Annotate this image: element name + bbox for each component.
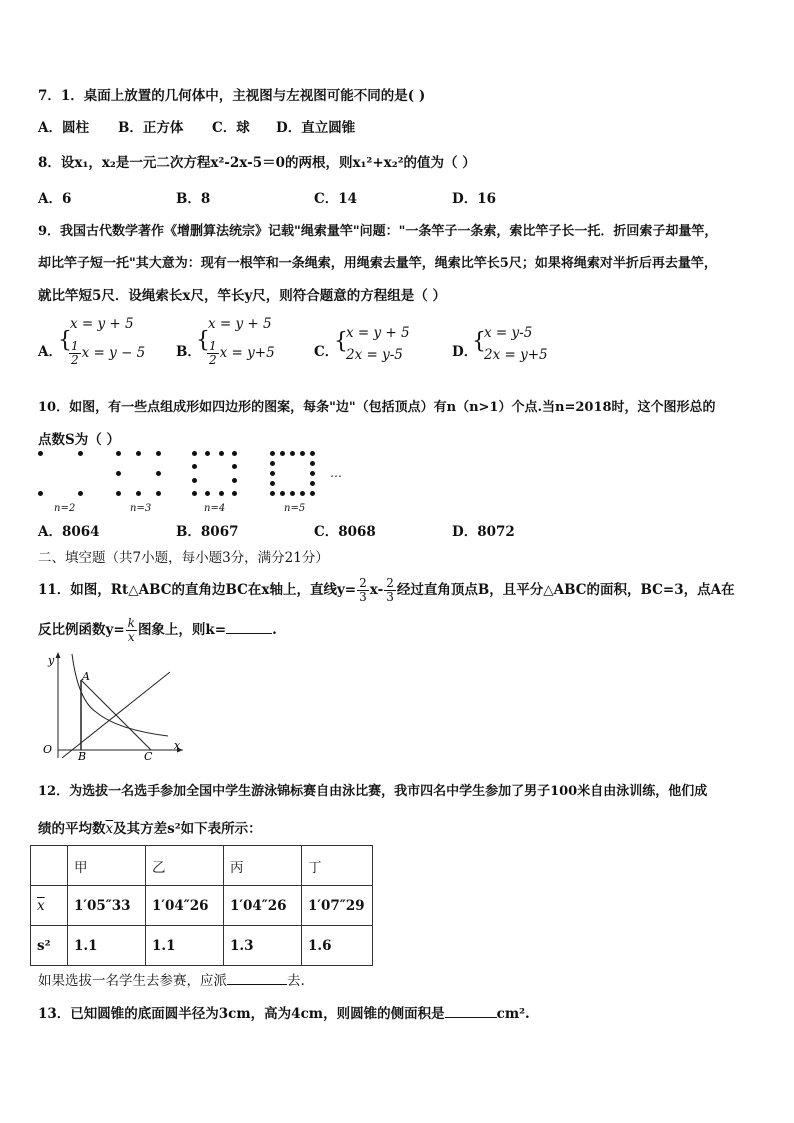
q11-line2-part-b: 图象上，则k= (137, 622, 227, 638)
table-header-cell: 乙 (146, 846, 224, 886)
q7-option-c: C．球 (212, 120, 250, 136)
q12-answer-blank[interactable] (227, 972, 287, 985)
q8-option-a: A．6 (38, 191, 72, 207)
q11-point-b-label: B (78, 750, 87, 762)
q10-label-n5: n=5 (284, 503, 306, 514)
pattern-dot (116, 491, 121, 496)
q11-origin-label: O (43, 743, 53, 756)
q9-stem-line2: 却比竿子短一托"其大意为：现有一根竿和一条绳索，用绳索去量竿，绳索比竿长5尺；如果将绳索对半折后再去量竿， (38, 256, 717, 271)
q11-side-ac (81, 680, 151, 750)
pattern-dot (232, 464, 237, 469)
q11-y-arrow (56, 652, 61, 658)
q11-line2-part-a: 反比例函数y= (38, 622, 125, 638)
q12-line2-part-b: 及其方差s²如下表所示： (113, 821, 262, 837)
q9-option-b-frac-den: 2 (209, 353, 217, 367)
q9-option-a-frac-num: 1 (71, 339, 79, 353)
pattern-dot (38, 451, 43, 456)
table-cell: 1′04″26 (146, 886, 224, 926)
pattern-dot (136, 451, 141, 456)
pattern-dot (219, 451, 224, 456)
q11-line1-part-c: 经过直角顶点B，且平分△ABC的面积，BC=3，点A在 (396, 582, 735, 598)
pattern-dot (310, 461, 315, 466)
pattern-dot (192, 478, 197, 483)
table-cell: 1′04″26 (224, 886, 302, 926)
pattern-dot (156, 491, 161, 496)
section-2-heading: 二、填空题（共7小题，每小题3分，满分21分） (38, 550, 329, 566)
pattern-dot (270, 481, 275, 486)
q10-stem-line2: 点数S为（ ） (38, 432, 120, 448)
pattern-dot (78, 451, 83, 456)
table-cell: 1.3 (224, 926, 302, 966)
q12-after-table (38, 969, 305, 989)
q9-option-b-label: B． (176, 344, 201, 360)
table-row (31, 926, 373, 966)
pattern-dot (38, 491, 43, 496)
pattern-dot (310, 451, 315, 456)
table-cell: 1.1 (146, 926, 224, 966)
table-cell: 1.6 (302, 926, 373, 966)
table-row-label: s² (31, 926, 68, 966)
q9-option-c-eq1: x = y + 5 (346, 325, 410, 341)
q10-stem-line1: 10．如图，有一些点组成形如四边形的图案，每条"边"（包括顶点）有n（n>1）个点.当n=2018时，这个图形总的 (38, 400, 716, 415)
q11-x-label: x (174, 739, 181, 752)
pattern-dot (232, 478, 237, 483)
q9-option-a-frac-den: 2 (71, 353, 79, 367)
pattern-dot (290, 451, 295, 456)
q8-option-d: D．16 (452, 191, 496, 207)
pattern-dot (270, 451, 275, 456)
q13-part-a: 13．已知圆锥的底面圆半径为3cm，高为4cm，则圆锥的侧面积是 (38, 1006, 445, 1022)
pattern-dot (270, 461, 275, 466)
q10-option-a: A．8064 (38, 524, 100, 540)
q7-stem: 7．1．桌面上放置的几何体中，主视图与左视图可能不同的是( ) (38, 88, 426, 104)
pattern-dot (310, 491, 315, 496)
q9-option-c-system: { x = y + 5 2x = y-5 (334, 325, 410, 363)
q11-y-label: y (48, 654, 55, 667)
pattern-dot (280, 451, 285, 456)
q9-option-b-system: { x = y + 5 $\frac{1}{2}$ x = y+5 (196, 316, 275, 367)
q11-frac2-den: 3 (386, 590, 394, 604)
q9-option-a-eq2-text: x = y − 5 (81, 345, 146, 361)
q8-stem: 8．设x₁，x₂是一元二次方程x²-2x-5＝0的两根，则x₁²+x₂²的值为（ ） (38, 155, 476, 171)
q11-hyperbola (72, 654, 168, 736)
table-header-row (31, 846, 373, 886)
q13-stem (38, 1002, 530, 1022)
q13-answer-blank[interactable] (445, 1005, 497, 1018)
pattern-dot (232, 491, 237, 496)
q9-option-c-eq2: 2x = y-5 (346, 347, 403, 363)
q9-option-a-eq1: x = y + 5 (70, 316, 134, 332)
table-cell: 1′05″33 (68, 886, 146, 926)
q11-frac2-num: 2 (386, 576, 394, 590)
q12-after-part-a: 如果选拔一名学生去参赛，应派 (38, 973, 227, 989)
q12-stem-line1: 12．为选拔一名选手参加全国中学生游泳锦标赛自由泳比赛，我市四名中学生参加了男子100米自由泳训练，他们成 (38, 784, 708, 799)
pattern-dot (300, 491, 305, 496)
q9-stem-line3: 就比竿短5尺．设绳索长x尺，竿长y尺，则符合题意的方程组是（ ） (38, 288, 446, 304)
q10-label-n2: n=2 (54, 503, 76, 514)
q8-option-b: B．8 (176, 191, 211, 207)
table-row (31, 886, 373, 926)
q12-line2-part-a: 绩的平均数 (38, 821, 106, 837)
pattern-dot (290, 491, 295, 496)
q11-point-a-label: A (82, 670, 90, 683)
pattern-dot (205, 451, 210, 456)
q11-frac1-num: 2 (359, 576, 367, 590)
q11-point-c-label: C (144, 750, 153, 762)
pattern-dot (156, 451, 161, 456)
table-row-label: $\overline{x}$ (31, 886, 68, 926)
q10-label-n3: n=3 (130, 503, 152, 514)
table-cell: 1′07″29 (302, 886, 373, 926)
q9-option-d-eq1: x = y-5 (484, 325, 533, 341)
table-header-cell: 丙 (224, 846, 302, 886)
q9-option-b-eq2-text: x = y+5 (219, 345, 275, 361)
pattern-dot (280, 491, 285, 496)
q9-option-a-label: A． (38, 344, 62, 360)
q9-stem-line1: 9．我国古代数学著作《增删算法统宗》记载"绳索量竿"问题："一条竿子一条索，索比竿子长一托．折回索子却量竿， (38, 224, 718, 239)
pattern-dot (116, 471, 121, 476)
q10-option-b: B．8067 (176, 524, 239, 540)
q12-table (30, 845, 373, 966)
pattern-dot (232, 451, 237, 456)
pattern-dot (270, 491, 275, 496)
q8-option-c: C．14 (314, 191, 358, 207)
q10-option-d: D．8072 (452, 524, 515, 540)
pattern-dot (136, 491, 141, 496)
q9-option-b-eq1: x = y + 5 (208, 316, 272, 332)
q11-answer-blank[interactable] (226, 621, 272, 634)
table-cell: 1.1 (68, 926, 146, 966)
q9-option-a-eq2 (68, 340, 145, 367)
table-header-cell (31, 846, 68, 886)
q12-stem-line2 (38, 817, 262, 837)
pattern-dot (219, 491, 224, 496)
q13-part-b: cm². (496, 1006, 530, 1022)
pattern-dot (300, 451, 305, 456)
q7-option-d: D．直立圆锥 (276, 120, 356, 136)
q12-mean-symbol: $\overline{x}$ (105, 821, 114, 837)
pattern-dot (192, 491, 197, 496)
q11-stem-line1 (38, 570, 735, 610)
q7-option-a: A．圆柱 (38, 120, 89, 136)
q11-frac3-den: x (127, 630, 135, 644)
q10-option-c: C．8068 (314, 524, 376, 540)
q11-frac1-den: 3 (359, 590, 367, 604)
pattern-dot (116, 451, 121, 456)
q11-line2-part-c: . (272, 622, 277, 638)
table-header-cell: 甲 (68, 846, 146, 886)
q9-option-a-system: { x = y + 5 $\frac{1}{2}$ x = y − 5 (58, 316, 146, 367)
q11-graph (38, 650, 188, 762)
q11-stem-line2 (38, 610, 277, 650)
q11-line1-part-b: x- (369, 582, 384, 598)
pattern-dot (310, 471, 315, 476)
q9-option-d-label: D． (452, 344, 478, 360)
q11-frac3-num: k (127, 616, 135, 630)
q10-label-n4: n=4 (204, 503, 226, 514)
q7-option-b: B．正方体 (118, 120, 184, 136)
pattern-dot (192, 451, 197, 456)
table-header-cell: 丁 (302, 846, 373, 886)
q11-line1-part-a: 11．如图，Rt△ABC的直角边BC在x轴上，直线y= (38, 582, 357, 598)
pattern-dot (310, 481, 315, 486)
q9-option-b-frac-num: 1 (209, 339, 217, 353)
pattern-dot (270, 471, 275, 476)
pattern-dot (205, 491, 210, 496)
pattern-dot (78, 491, 83, 496)
q9-option-d-system: { x = y-5 2x = y+5 (472, 325, 548, 363)
q12-after-part-b: 去. (287, 973, 305, 989)
pattern-dot (192, 464, 197, 469)
q10-ellipsis: … (330, 466, 342, 480)
pattern-dot (156, 471, 161, 476)
q9-option-c-label: C． (314, 344, 339, 360)
q9-option-d-eq2: 2x = y+5 (484, 347, 548, 363)
q9-option-b-eq2 (206, 340, 275, 367)
